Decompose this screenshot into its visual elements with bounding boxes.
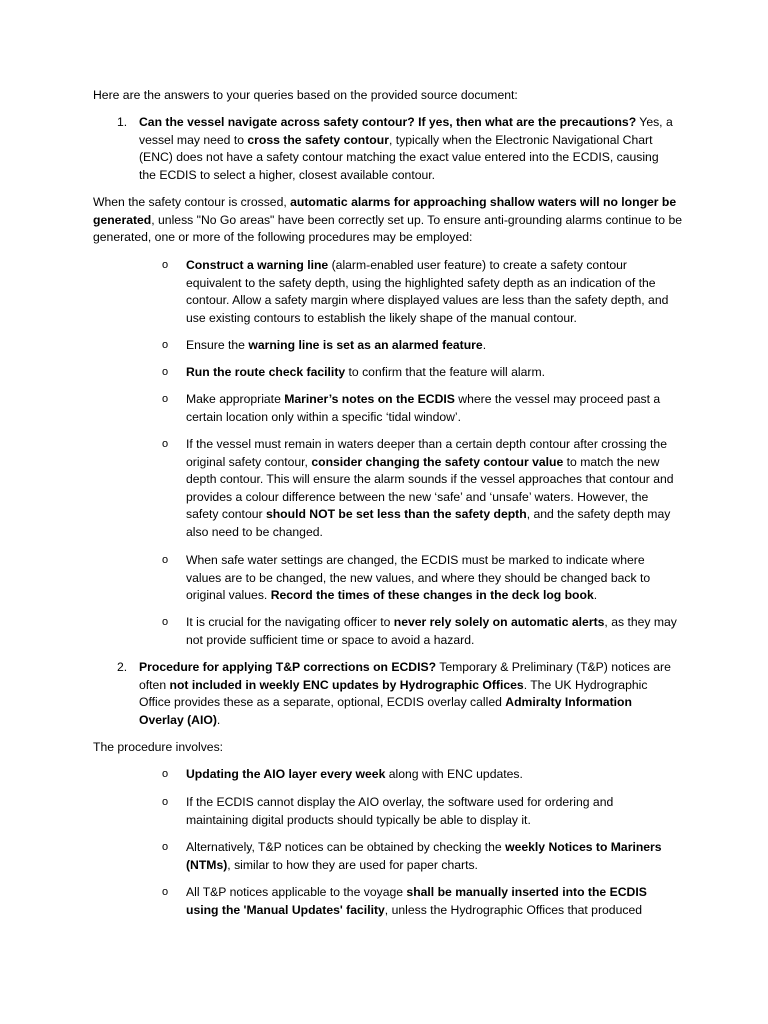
text-run: The procedure involves:	[93, 740, 224, 754]
bold-text-run: automatic alarms for approaching shallow waters will no longer be generated	[93, 195, 677, 227]
bold-text-run: shall be manually inserted into the ECDIS using the 'Manual Updates' facility	[186, 885, 647, 917]
text-run: .	[216, 712, 221, 727]
text-run: , typically when the Electronic Navigational Chart (ENC) does not have a safety contour matching the exact value entered into the ECDIS, causing the ECDIS to select a higher, closest available contour.	[139, 132, 659, 182]
item-number: 2.	[117, 660, 128, 674]
numbered-item-text	[139, 659, 675, 729]
bullet-text	[186, 614, 677, 649]
text-run: to match the new depth contour. This will ensure the alarm sounds if the vessel approaches that contour and provides a colour difference between the new ‘safe’ and ‘unsafe’ waters. However, the safety contour	[186, 454, 674, 522]
numbered-item-text	[139, 114, 675, 184]
numbered-item-1	[117, 114, 677, 184]
bullet-text	[186, 794, 677, 829]
bullet-text	[186, 766, 677, 784]
bullet-marker: o	[162, 796, 169, 808]
bullet-item	[162, 552, 677, 605]
text-run: When the safety contour is crossed,	[93, 195, 291, 209]
bullet-text	[186, 337, 677, 355]
bullet-item	[162, 839, 677, 874]
bold-text-run: weekly Notices to Mariners (NTMs)	[186, 840, 662, 872]
item-number: 1.	[117, 115, 128, 129]
bullet-text	[186, 364, 677, 382]
bold-text-run: Can the vessel navigate across safety contour? If yes, then what are the precautions?	[139, 115, 637, 129]
bullet-marker: o	[162, 366, 169, 378]
bold-text-run: Admiralty Information Overlay (AIO)	[139, 695, 632, 727]
bullet-marker: o	[162, 393, 169, 405]
text-run: , as they may not provide sufficient time or space to avoid a hazard.	[186, 615, 677, 647]
text-run: All T&P notices applicable to the voyage	[186, 885, 407, 899]
bullet-item	[162, 257, 677, 327]
bold-text-run: Updating the AIO layer every week	[186, 767, 386, 781]
text-run: . The UK Hydrographic Office provides these as a separate, optional, ECDIS overlay called	[139, 677, 648, 710]
bullet-item	[162, 766, 677, 784]
bullet-item	[162, 436, 677, 542]
numbered-item-2	[117, 659, 677, 729]
bullet-text	[186, 552, 677, 605]
bullet-marker: o	[162, 616, 169, 628]
text-run: When safe water settings are changed, the ECDIS must be marked to indicate where values are to be changed, the new values, and where they should be changed back to original values.	[186, 553, 651, 603]
bullet-marker: o	[162, 438, 169, 450]
bullet-item	[162, 391, 677, 426]
text-run: If the vessel must remain in waters deeper than a certain depth contour after crossing the original safety contour,	[186, 437, 667, 469]
text-run: .	[593, 588, 598, 603]
text-run: If the ECDIS cannot display the AIO overlay, the software used for ordering and maintaining digital products should typically be able to display it.	[186, 795, 614, 827]
bullet-item	[162, 614, 677, 649]
text-run: (alarm-enabled user feature) to create a safety contour equivalent to the safety depth, using the highlighted safety depth as an indication of the contour. Allow a safety margin where displayed values are less than the safety depth, and use existing contours to establish the likely shape of the manual contour.	[186, 258, 669, 325]
text-run: where the vessel may proceed past a certain location only within a specific ‘tidal window’.	[186, 392, 661, 424]
bold-text-run: never rely solely on automatic alerts	[393, 615, 605, 629]
bold-text-run: not included in weekly ENC updates by Hydrographic Offices	[169, 677, 524, 692]
text-run: Ensure the	[186, 338, 249, 352]
paragraph	[93, 194, 683, 247]
bullet-text	[186, 884, 677, 919]
bold-text-run: should NOT be set less than the safety depth	[265, 507, 527, 522]
bold-text-run: Record the times of these changes in the deck log book	[270, 588, 594, 603]
bold-text-run: warning line is set as an alarmed feature	[248, 338, 483, 352]
bold-text-run: Construct a warning line	[186, 258, 329, 272]
paragraph	[93, 739, 683, 757]
text-run: , unless the Hydrographic Offices that produced	[384, 902, 643, 917]
bullet-marker: o	[162, 339, 169, 351]
bullet-text	[186, 436, 677, 542]
text-run: Yes, a vessel may need to	[139, 115, 673, 147]
bold-text-run: Run the route check facility	[186, 365, 346, 379]
bullet-text	[186, 391, 677, 426]
bullet-marker: o	[162, 554, 169, 566]
text-run: , and the safety depth may also need to be changed.	[186, 507, 671, 539]
bullet-item	[162, 794, 677, 829]
bullet-item	[162, 337, 677, 355]
text-run: Temporary & Preliminary (T&P) notices are often	[139, 660, 671, 692]
bold-text-run: Mariner’s notes on the ECDIS	[284, 392, 455, 406]
bullet-item	[162, 364, 677, 382]
text-run: Alternatively, T&P notices can be obtained by checking the	[186, 840, 506, 854]
bullet-item	[162, 884, 677, 919]
text-run: , similar to how they are used for paper charts.	[227, 857, 478, 872]
bold-text-run: consider changing the safety contour value	[311, 454, 564, 469]
text-run: along with ENC updates.	[385, 767, 523, 781]
intro-paragraph: Here are the answers to your queries based on the provided source document:	[93, 88, 518, 102]
bullet-text	[186, 257, 677, 327]
bullet-text	[186, 839, 677, 874]
text-run: .	[482, 338, 487, 352]
bullet-marker: o	[162, 841, 169, 853]
text-run: to confirm that the feature will alarm.	[345, 365, 545, 379]
bullet-marker: o	[162, 259, 169, 271]
text-run: , unless "No Go areas" have been correctly set up. To ensure anti-grounding alarms continue to be generated, one or more of the following procedures may be employed:	[93, 212, 683, 245]
bold-text-run: Procedure for applying T&P corrections on ECDIS?	[139, 660, 437, 674]
bold-text-run: cross the safety contour	[247, 132, 389, 147]
text-run: It is crucial for the navigating officer to	[186, 615, 394, 629]
text-run: Make appropriate	[186, 392, 285, 406]
bullet-marker: o	[162, 768, 169, 780]
bullet-marker: o	[162, 886, 169, 898]
